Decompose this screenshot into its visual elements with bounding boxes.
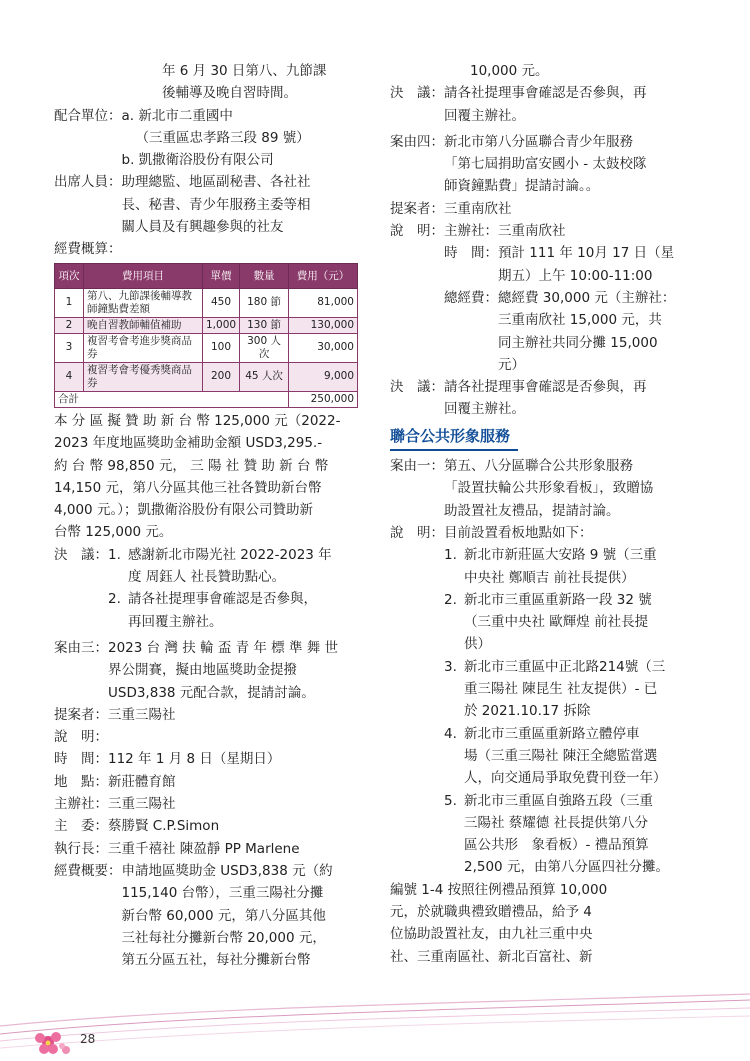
right-column: [390, 60, 700, 968]
col-header: 數量: [240, 263, 289, 288]
table-row: 3 複習考會考進步獎商品券 100 300 人次 30,000: [55, 333, 358, 362]
page-number: 28: [80, 1032, 96, 1046]
footer-decoration: [0, 986, 750, 1061]
field-row: 執行長： 三重千禧社 陳盈靜 PP Marlene: [54, 840, 300, 857]
closing-paragraph: 編號 1-4 按照往例禮品預算 10,000 元，於就職典禮致贈禮品，給予 4 位協助設置社友，由九社三重中央 社、三重南區社、新北百富社、新: [390, 881, 608, 965]
case1-field: 案由一： 第五、八分區聯合公共形象服務 「設置扶輪公共形象看板」，致贈協 助設置社友禮品，提請討論。: [390, 458, 654, 519]
table-row: 4 複習考會考優秀獎商品券 200 45 人次 9,000: [55, 362, 358, 391]
resolution-field: 決 議： 1. 感謝新北市陽光社 2022-2023 年 度 周鈺人 社長贊助點心。 2. 請各社提理事會確認是否參與， 再回覆主辦社。: [54, 544, 366, 633]
table-row: 2 晚自習教師輔值補助 1,000 130 節 130,000: [55, 317, 358, 333]
table-total-row: 合計 250,000: [55, 391, 358, 407]
col-header: 費用項目: [84, 263, 203, 288]
case4-field: 案由四： 新北市第八分區聯合青少年服務 「第七屆捐助富安國小 - 太鼓校隊 師資鐘點費」提請討論。。: [390, 133, 647, 195]
explain-field: 說 明： 目前設置看板地點如下： 1. 新北市新莊區大安路 9 號（三重 中央社 鄭順吉 前社長提供） 2. 新北市三重區重新路一段 32 號 （三重中央社 歐輝煌 前社長提 供） 3. 新北市三重區中正北路214號（三 重三陽社 陳昆生 社友提供）- 已 於 2021.10.17 拆除 4. 新北市三重區重新路立體停車 場（三重三陽社 陳汪全總監當選 人，向交通局爭取免費刊登一年） 5. 新北市三重區自強路五段（三重 三陽社 蔡耀德 社長提供第八分 區公共形 象看板）- 禮品預算 2,500 元，由第八分區四社分攤。: [390, 522, 700, 879]
field-row: 時 間： 112 年 1 月 8 日（星期日）: [54, 751, 281, 768]
host-field: 主辦社： 三重南欣社: [444, 223, 566, 240]
budget-field: 經費概要： 申請地區獎助金 USD3,838 元（約 115,140 台幣），三重三陽社分攤 新台幣 60,000 元，第八分區其他 三社每社分攤新台幣 20,000 元， 第五分區五社，每社分攤新台幣: [54, 862, 333, 969]
list-item: 1. 感謝新北市陽光社 2022-2023 年 度 周鈺人 社長贊助點心。: [108, 546, 332, 586]
list-item: 4. 新北市三重區重新路立體停車 場（三重三陽社 陳汪全總監當選 人，向交通局爭取免費刊登一年）: [444, 725, 667, 787]
proposer-field: 提案者： 三重南欣社: [390, 200, 512, 217]
list-item: 2. 請各社提理事會確認是否參與， 再回覆主辦社。: [108, 591, 317, 630]
expense-table: [54, 263, 358, 408]
resolution-field: 決 議： 請各社提理事會確認是否參與，再 回覆主辦社。: [390, 85, 647, 124]
col-header: 單價: [203, 263, 240, 288]
field-row: 地 點： 新莊體育館: [54, 773, 176, 790]
field-row: 說 明：: [54, 729, 108, 746]
intro-continuation: 年 6 月 30 日第八、九節課 後輔導及晚自習時間。: [162, 63, 327, 102]
table-row: 1 第八、九節課後輔導教師鐘點費差額 450 180 節 81,000: [55, 288, 358, 317]
time-field: 時 間： 預計 111 年 10月 17 日（星 期五）上午 10:00-11:00: [444, 245, 675, 284]
left-column: [54, 60, 366, 971]
col-header: 費用（元）: [289, 263, 358, 288]
field-row: 主 委： 蔡勝賢 C.P.Simon: [54, 818, 220, 835]
field-row: 提案者： 三重三陽社: [54, 706, 176, 723]
field-row: 主辦社： 三重三陽社: [54, 796, 176, 813]
table-header-row: [55, 263, 358, 288]
case3-field: 案由三： 2023 台 灣 扶 輪 盃 青 年 標 準 舞 世 界公開賽，擬由地區獎助金提撥 USD3,838 元配合款，提請討論。: [54, 639, 339, 701]
expense-title: 經費概算：: [54, 241, 122, 258]
continuation-text: 10,000 元。: [470, 63, 549, 79]
col-header: 項次: [55, 263, 84, 288]
resolution-field: 決 議： 請各社提理事會確認是否參與，再 回覆主辦社。: [390, 379, 647, 418]
attendees-field: 出席人員： 助理總監、地區副秘書、各社社 長、秘書、青少年服務主委等相 關人員及有興趣參與的社友: [54, 174, 311, 236]
section-title: 聯合公共形象服務: [390, 425, 518, 451]
sponsor-paragraph: 本 分 區 擬 贊 助 新 台 幣 125,000 元（2022- 2023 年度地區獎助金補助金額 USD3,295.- 約 台 幣 98,850 元， 三 陽 社 贊 助 新 台 幣 14,150 元，第八分區其他三社各贊助新台幣 4,000 元。）；凱撒衛浴股份有限公司贊助新 台幣 125,000 元。: [54, 412, 341, 541]
list-item: 5. 新北市三重區自強路五段（三重 三陽社 蔡耀德 社長提供第八分 區公共形 象看板）- 禮品預算 2,500 元，由第八分區四社分攤。: [444, 792, 669, 876]
coorg-field: 配合單位： a. 新北市二重國中 （三重區忠孝路三段 89 號） b. 凱撒衛浴股份有限公司: [54, 107, 310, 169]
list-item: 3. 新北市三重區中正北路214號（三 重三陽社 陳昆生 社友提供）- 已 於 2021.10.17 拆除: [444, 658, 666, 720]
list-item: 1. 新北市新莊區大安路 9 號（三重 中央社 鄭順吉 前社長提供）: [444, 547, 657, 586]
explain-field: 說 明： 主辦社： 三重南欣社 時 間： 預計 111 年 10月 17 日（星 期五）上午 10:00-11:00 總經費： 總經費 30,000 元（主辦社： 三重南欣社 15,000 元，共 同主辦社共同分攤 15,000 元）: [390, 220, 700, 376]
total-budget-field: 總經費： 總經費 30,000 元（主辦社： 三重南欣社 15,000 元，共 同主辦社共同分攤 15,000 元）: [444, 289, 676, 373]
list-item: 2. 新北市三重區重新路一段 32 號 （三重中央社 歐輝煌 前社長提 供）: [444, 591, 652, 653]
